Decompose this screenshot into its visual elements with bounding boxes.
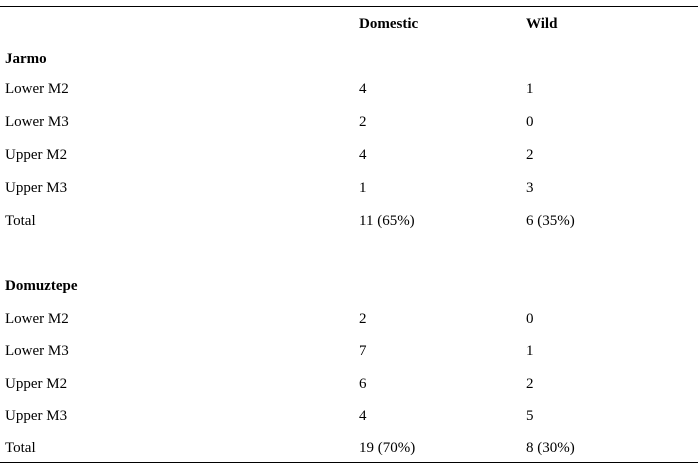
- column-header-domestic: Domestic: [359, 16, 419, 32]
- row-label: Lower M3: [5, 343, 69, 359]
- row-label: Upper M2: [5, 147, 68, 163]
- row-label: Total: [5, 213, 36, 229]
- column-header-wild: Wild: [526, 16, 558, 32]
- row-label: Total: [5, 440, 36, 456]
- domestic-total: 11 (65%): [359, 213, 415, 229]
- wild-count: 2: [526, 147, 534, 163]
- wild-count: 1: [526, 343, 534, 359]
- wild-total: 8 (30%): [526, 440, 575, 456]
- row-label: Upper M3: [5, 408, 68, 424]
- domestic-count: 6: [359, 376, 367, 392]
- domestic-count: 1: [359, 180, 367, 196]
- row-label: Lower M3: [5, 114, 69, 130]
- row-label: Upper M2: [5, 376, 68, 392]
- domestic-count: 7: [359, 343, 367, 359]
- domestic-count: 4: [359, 408, 367, 424]
- wild-count: 3: [526, 180, 534, 196]
- wild-count: 5: [526, 408, 534, 424]
- wild-count: 0: [526, 114, 534, 130]
- wild-total: 6 (35%): [526, 213, 575, 229]
- row-label: Upper M3: [5, 180, 68, 196]
- table-top-rule: [0, 6, 698, 7]
- group-heading-domuztepe: Domuztepe: [5, 278, 78, 294]
- wild-count: 0: [526, 311, 534, 327]
- table-bottom-rule: [0, 462, 698, 463]
- row-label: Lower M2: [5, 311, 69, 327]
- wild-count: 2: [526, 376, 534, 392]
- domestic-count: 2: [359, 114, 367, 130]
- domestic-count: 4: [359, 81, 367, 97]
- group-heading-jarmo: Jarmo: [5, 51, 47, 67]
- domestic-count: 4: [359, 147, 367, 163]
- domestic-total: 19 (70%): [359, 440, 416, 456]
- row-label: Lower M2: [5, 81, 69, 97]
- wild-count: 1: [526, 81, 534, 97]
- domestic-count: 2: [359, 311, 367, 327]
